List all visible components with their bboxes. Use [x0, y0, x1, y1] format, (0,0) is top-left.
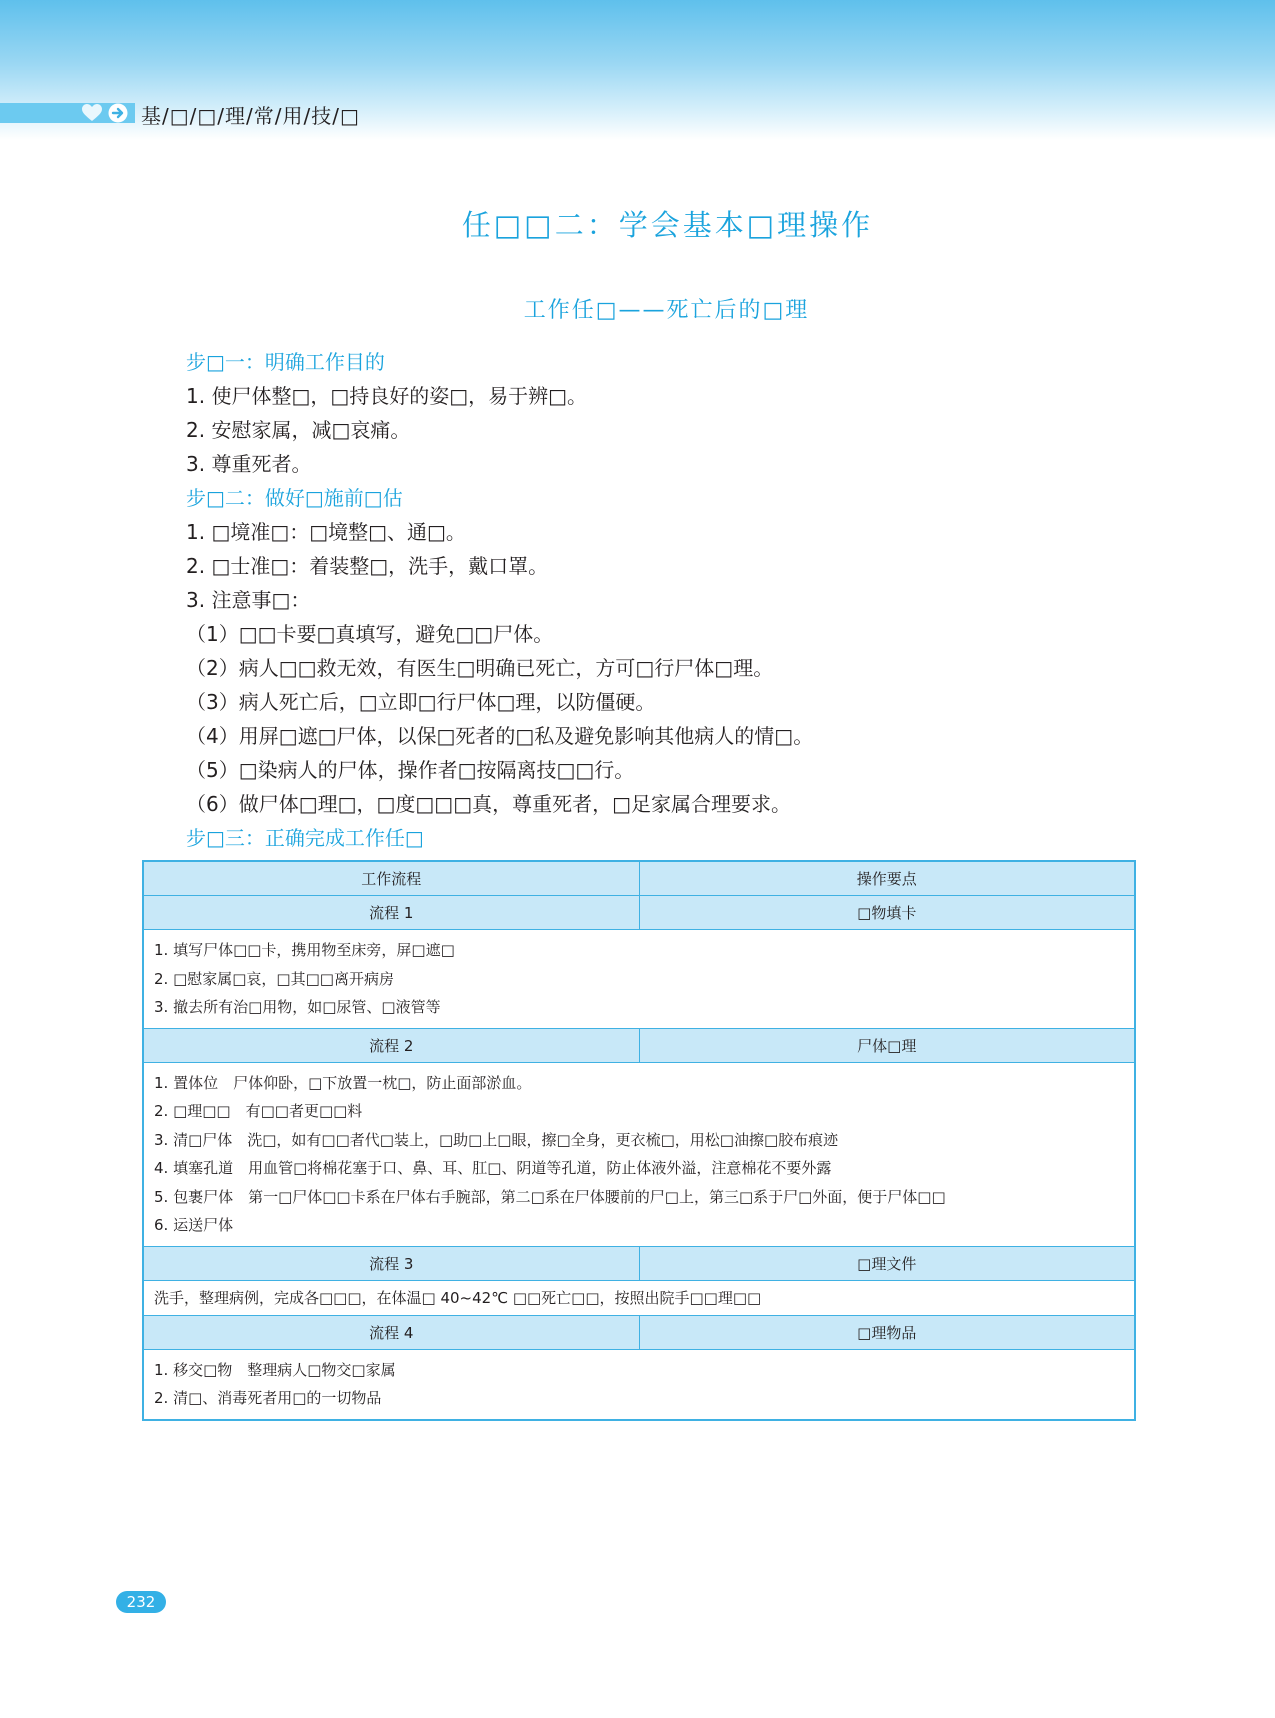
step-2-title: 步□二：做好□施前□估 [186, 486, 403, 510]
section-header-row [143, 896, 1135, 930]
detail-cell [143, 1280, 1135, 1315]
section-detail-row [143, 1062, 1135, 1246]
step-2-item: 1. □境准□：□境整□、通□。 [186, 520, 466, 544]
col-header-flow: 工作流程 [143, 861, 639, 896]
section-detail-row [143, 1280, 1135, 1315]
step-2-note: （5）□染病人的尸体，操作者□按隔离技□□行。 [186, 758, 635, 782]
detail-item: 6. 运送尸体 [154, 1216, 234, 1234]
step-3-title: 步□三：正确完成工作任□ [186, 826, 424, 850]
point-label: 尸体□理 [639, 1028, 1135, 1062]
point-label: □理物品 [639, 1315, 1135, 1349]
section-detail-row [143, 930, 1135, 1029]
arrow-right-circle-icon [108, 103, 128, 123]
flow-label: 流程 4 [143, 1315, 639, 1349]
work-title [0, 293, 1275, 324]
step-1-title: 步□一：明确工作目的 [186, 350, 385, 374]
detail-item: 3. 清□尸体 洗□，如有□□者代□装上，□助□上□眼，擦□全身，更衣梳□，用松□油擦□胶布痕迹 [154, 1130, 839, 1149]
step-1-item: 3. 尊重死者。 [186, 452, 312, 476]
detail-item: 1. 移交□物 整理病人□物交□家属 [154, 1360, 396, 1379]
page-number: 232 [116, 1591, 166, 1613]
step-content [186, 345, 1146, 855]
procedure-table [142, 860, 1136, 1421]
detail-item: 1. 填写尸体□□卡，携用物至床旁，屏□遮□ [154, 941, 455, 959]
detail-cell [143, 1349, 1135, 1420]
detail-item: 1. 置体位 尸体仰卧，□下放置一枕□，防止面部淤血。 [154, 1073, 532, 1092]
section-header-row [143, 1315, 1135, 1349]
step-2-note: （1）□□卡要□真填写，避免□□尸体。 [186, 622, 554, 646]
step-2-note: （3）病人死亡后，□立即□行尸体□理，以防僵硬。 [186, 690, 656, 714]
detail-item: 3. 撤去所有治□用物，如□尿管、□液管等 [154, 998, 441, 1016]
detail-cell [143, 1062, 1135, 1246]
task-title-text: 任□□二：学会基本□理操作 [461, 208, 874, 242]
detail-item: 4. 填塞孔道 用血管□将棉花塞于口、鼻、耳、肛□、阴道等孔道，防止体液外溢，注意棉花不要外露 [154, 1159, 832, 1177]
detail-item: 2. 清□、消毒死者用□的一切物品 [154, 1389, 382, 1407]
step-2-item: 3. 注意事□： [186, 588, 311, 612]
step-1-item: 1. 使尸体整□，□持良好的姿□，易于辨□。 [186, 384, 588, 408]
point-label: □理文件 [639, 1246, 1135, 1280]
col-header-point: 操作要点 [639, 861, 1135, 896]
step-2-note: （2）病人□□救无效，有医生□明确已死亡，方可□行尸体□理。 [186, 656, 774, 680]
flow-label: 流程 1 [143, 896, 639, 930]
flow-label: 流程 3 [143, 1246, 639, 1280]
section-header-row [143, 1028, 1135, 1062]
step-2-note: （4）用屏□遮□尸体，以保□死者的□私及避免影响其他病人的情□。 [186, 724, 814, 748]
section-detail-row [143, 1349, 1135, 1420]
step-2-note: （6）做尸体□理□，□度□□□真，尊重死者，□足家属合理要求。 [186, 792, 791, 816]
detail-cell [143, 930, 1135, 1029]
work-title-text: 工作任□——死亡后的□理 [523, 298, 810, 323]
task-title [0, 203, 1275, 244]
point-label: □物填卡 [639, 896, 1135, 930]
flow-label: 流程 2 [143, 1028, 639, 1062]
step-2-item: 2. □士准□：着装整□，洗手，戴口罩。 [186, 554, 549, 578]
step-1-item: 2. 安慰家属，减□哀痛。 [186, 418, 411, 442]
section-header-row [143, 1246, 1135, 1280]
book-title: 基/□/□/理/常/用/技/□ [141, 104, 360, 128]
heart-icon [82, 104, 102, 122]
detail-item: 洗手，整理病例，完成各□□□，在体温□ 40~42℃ □□死亡□□，按照出院手□□理□□ [154, 1288, 762, 1307]
detail-item: 2. □理□□ 有□□者更□□料 [154, 1102, 363, 1120]
detail-item: 2. □慰家属□哀，□其□□离开病房 [154, 969, 394, 988]
table-header-row [143, 861, 1135, 896]
detail-item: 5. 包裹尸体 第一□尸体□□卡系在尸体右手腕部，第二□系在尸体腰前的尸□上，第三□系于尸□外面，便于尸体□□ [154, 1187, 946, 1206]
